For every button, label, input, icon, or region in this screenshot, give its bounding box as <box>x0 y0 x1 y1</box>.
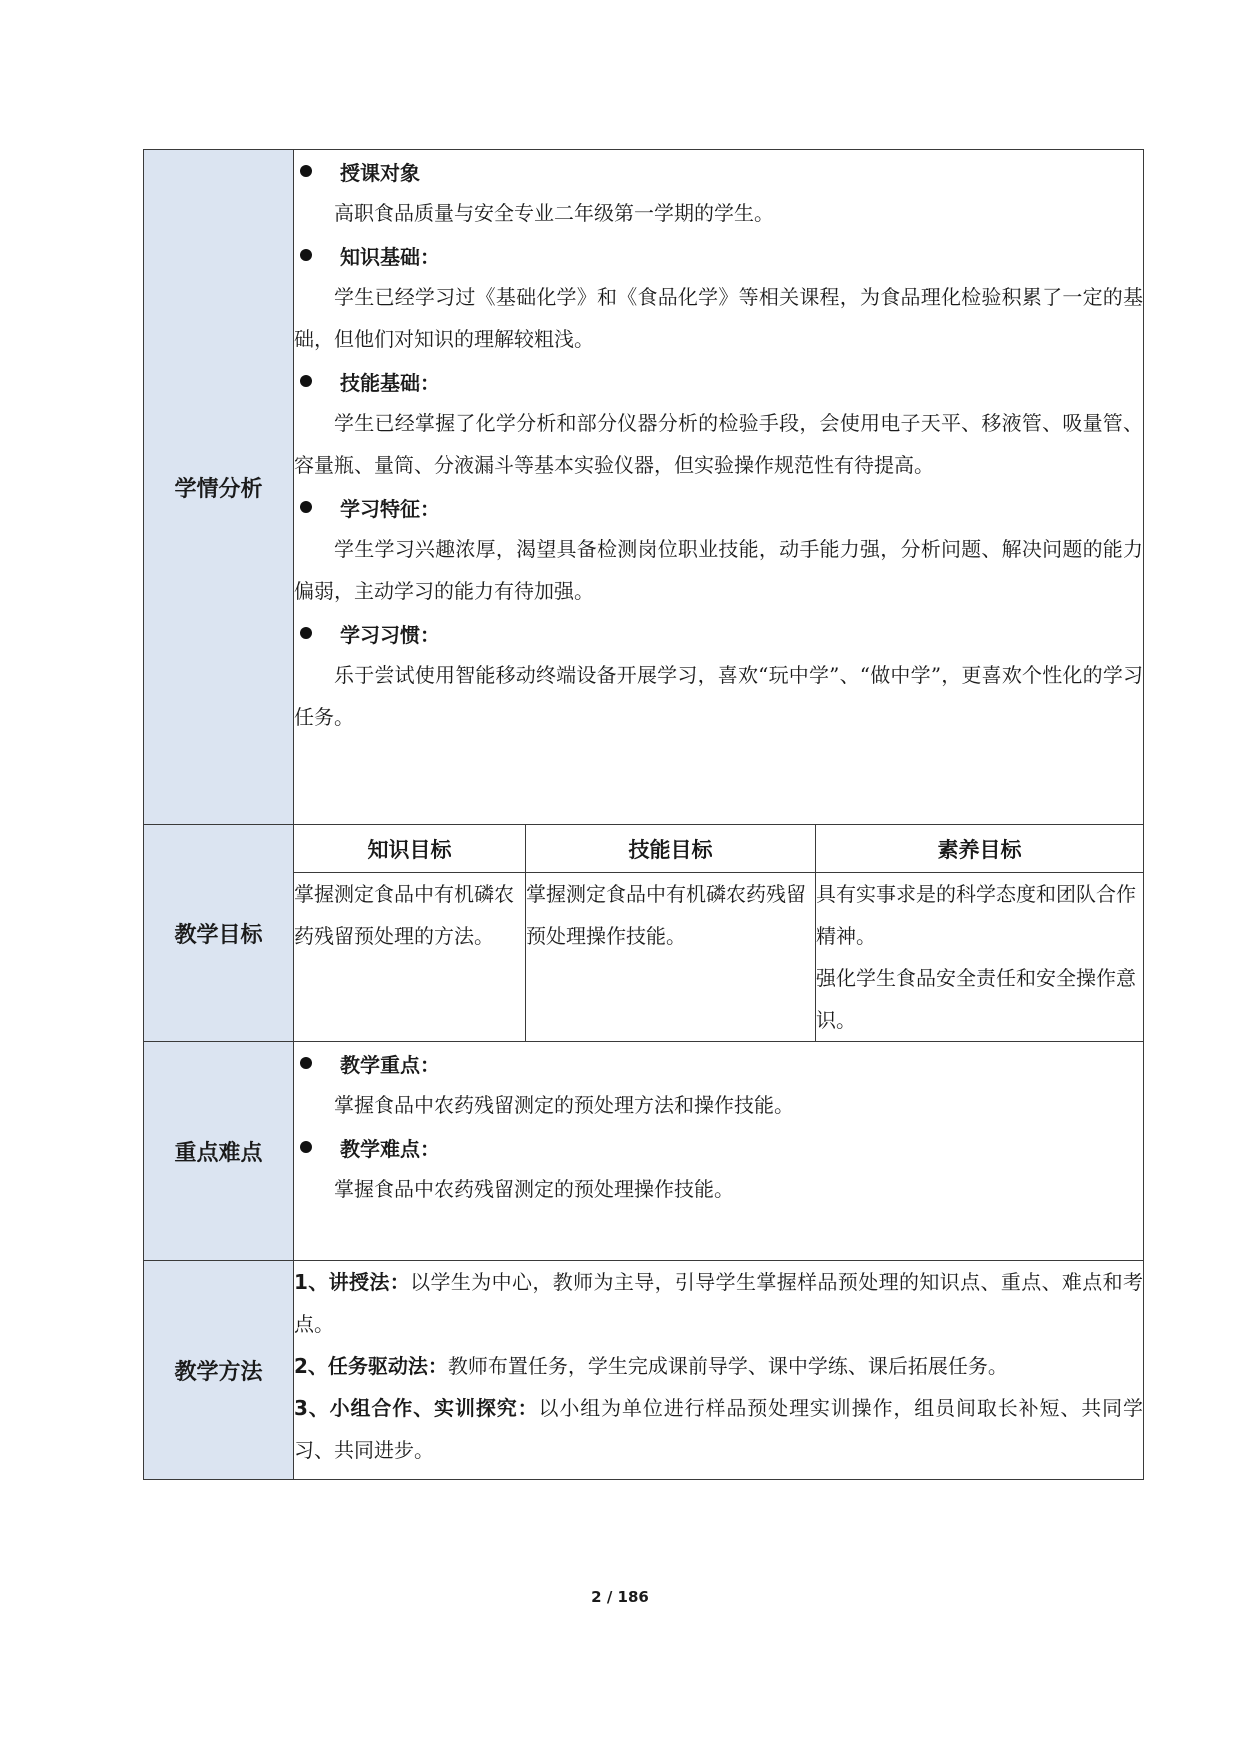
bullet-dot-icon <box>300 165 312 177</box>
page-number: 2 / 186 <box>591 1588 649 1606</box>
method-label: 3、小组合作、实训探究： <box>294 1396 539 1420</box>
methods-content <box>294 1261 1144 1480</box>
heading-text: 授课对象 <box>340 160 420 185</box>
knowledge-goal-header: 知识目标 <box>294 825 526 873</box>
paragraph: 乐于尝试使用智能移动终端设备开展学习，喜欢“玩中学”、“做中学”，更喜欢个性化的学习任务。 <box>294 663 1144 729</box>
analysis-label: 学情分析 <box>144 150 294 825</box>
literacy-goal-header: 素养目标 <box>816 825 1144 873</box>
method-text: 以小组为单位进行样品预处理实训操作，组员间取长补短、共同学习、共同进步。 <box>294 1396 1144 1462</box>
bullet-heading <box>294 1126 1143 1168</box>
bullet-heading <box>294 486 1143 528</box>
bullet-heading <box>294 612 1143 654</box>
methods-row <box>144 1261 1144 1480</box>
analysis-content <box>294 150 1144 825</box>
bullet-heading <box>294 150 1143 192</box>
paragraph: 掌握食品中农药残留测定的预处理操作技能。 <box>334 1177 734 1201</box>
heading-text: 技能基础： <box>340 370 440 395</box>
goal-text: 掌握测定食品中有机磷农药残留预处理的方法。 <box>294 882 514 948</box>
paragraph: 学生学习兴趣浓厚，渴望具备检测岗位职业技能，动手能力强，分析问题、解决问题的能力偏弱，主动学习的能力有待加强。 <box>294 537 1144 603</box>
bullet-dot-icon <box>300 1057 312 1069</box>
paragraph: 学生已经掌握了化学分析和部分仪器分析的检验手段，会使用电子天平、移液管、吸量管、容量瓶、量筒、分液漏斗等基本实验仪器，但实验操作规范性有待提高。 <box>294 411 1144 477</box>
objectives-content-row <box>144 873 1144 1042</box>
goal-text: 强化学生食品安全责任和安全操作意识。 <box>816 966 1136 1032</box>
analysis-row <box>144 150 1144 825</box>
key-points-label: 重点难点 <box>144 1042 294 1261</box>
method-label: 1、讲授法： <box>294 1270 411 1294</box>
bullet-dot-icon <box>300 249 312 261</box>
heading-text: 学习习惯： <box>340 622 440 647</box>
skill-goal-header: 技能目标 <box>526 825 816 873</box>
paragraph: 学生已经学习过《基础化学》和《食品化学》等相关课程，为食品理化检验积累了一定的基础，但他们对知识的理解较粗浅。 <box>294 285 1144 351</box>
skill-goal <box>526 873 816 1042</box>
method-item <box>294 1387 1143 1471</box>
method-item <box>294 1345 1143 1387</box>
knowledge-goal <box>294 873 526 1042</box>
methods-label: 教学方法 <box>144 1261 294 1480</box>
heading-text: 教学重点： <box>340 1052 440 1077</box>
paragraph: 掌握食品中农药残留测定的预处理方法和操作技能。 <box>334 1093 794 1117</box>
bullet-heading <box>294 360 1143 402</box>
bullet-dot-icon <box>300 1141 312 1153</box>
heading-text: 学习特征： <box>340 496 440 521</box>
key-points-content <box>294 1042 1144 1261</box>
heading-text: 知识基础： <box>340 244 440 269</box>
bullet-heading <box>294 1042 1143 1084</box>
lesson-plan-table <box>143 149 1144 1480</box>
bullet-dot-icon <box>300 627 312 639</box>
key-points-row <box>144 1042 1144 1261</box>
bullet-heading <box>294 234 1143 276</box>
method-item <box>294 1261 1143 1345</box>
goal-text: 掌握测定食品中有机磷农药残留预处理操作技能。 <box>526 882 806 948</box>
goal-text: 具有实事求是的科学态度和团队合作精神。 <box>816 882 1136 948</box>
bullet-dot-icon <box>300 375 312 387</box>
objectives-label: 教学目标 <box>144 825 294 1042</box>
bullet-dot-icon <box>300 501 312 513</box>
literacy-goal <box>816 873 1144 1042</box>
heading-text: 教学难点： <box>340 1136 440 1161</box>
method-label: 2、任务驱动法： <box>294 1354 448 1378</box>
method-text: 教师布置任务，学生完成课前导学、课中学练、课后拓展任务。 <box>447 1354 1008 1378</box>
objectives-header-row <box>144 825 1144 873</box>
method-text: 以学生为中心，教师为主导，引导学生掌握样品预处理的知识点、重点、难点和考点。 <box>294 1270 1144 1336</box>
paragraph: 高职食品质量与安全专业二年级第一学期的学生。 <box>334 201 774 225</box>
